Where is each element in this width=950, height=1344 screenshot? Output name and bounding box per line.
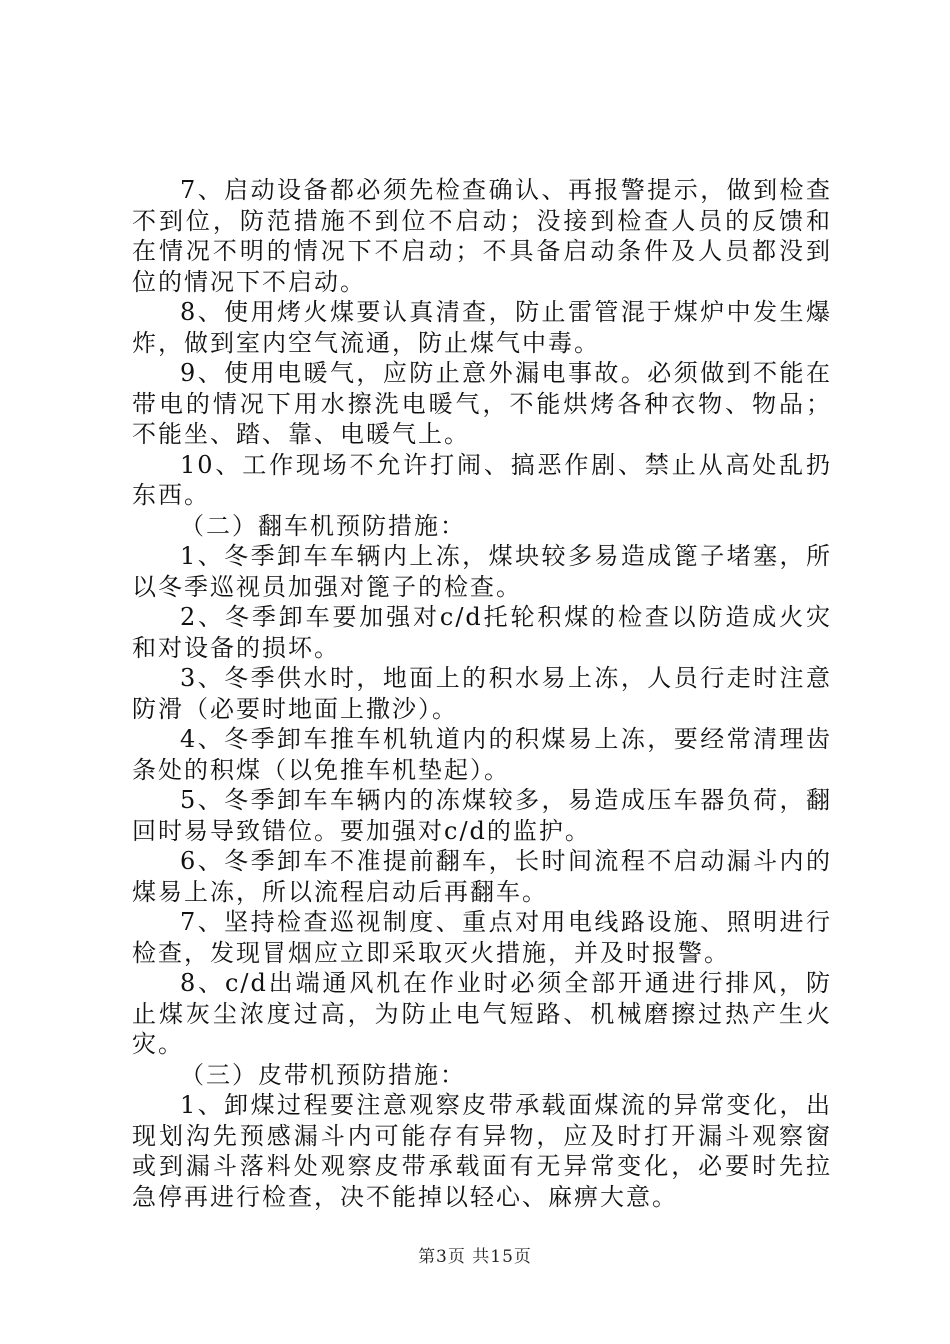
paragraph: 2、冬季卸车要加强对c/d托轮积煤的检查以防造成火灾和对设备的损坏。 xyxy=(132,603,832,662)
paragraph: 6、冬季卸车不准提前翻车，长时间流程不启动漏斗内的煤易上冻，所以流程启动后再翻车。 xyxy=(132,847,832,906)
section-heading: （三）皮带机预防措施： xyxy=(180,1060,466,1089)
paragraph: 10、工作现场不允许打闹、搞恶作剧、禁止从高处乱扔东西。 xyxy=(132,450,832,509)
paragraph: 8、使用烤火煤要认真清查，防止雷管混于煤炉中发生爆炸，做到室内空气流通，防止煤气中毒。 xyxy=(132,298,832,357)
paragraph: 3、冬季供水时，地面上的积水易上冻，人员行走时注意防滑（必要时地面上撒沙）。 xyxy=(132,664,832,723)
page-number-footer: 第3页 共15页 xyxy=(418,1247,532,1267)
paragraph: 9、使用电暖气，应防止意外漏电事故。必须做到不能在带电的情况下用水擦洗电暖气，不能烘烤各种衣物、物品；不能坐、踏、靠、电暖气上。 xyxy=(132,359,832,448)
paragraph: 4、冬季卸车推车机轨道内的积煤易上冻，要经常清理齿条处的积煤（以免推车机垫起）。 xyxy=(132,725,832,784)
paragraph: 1、冬季卸车车辆内上冻，煤块较多易造成篦子堵塞，所以冬季巡视员加强对篦子的检查。 xyxy=(132,542,832,601)
paragraph: 7、坚持检查巡视制度、重点对用电线路设施、照明进行检查，发现冒烟应立即采取灭火措施，并及时报警。 xyxy=(132,908,832,967)
paragraph: 5、冬季卸车车辆内的冻煤较多，易造成压车器负荷，翻回时易导致错位。要加强对c/d的监护。 xyxy=(132,786,832,845)
paragraph: 7、启动设备都必须先检查确认、再报警提示，做到检查不到位，防范措施不到位不启动；没接到检查人员的反馈和在情况不明的情况下不启动；不具备启动条件及人员都没到位的情况下不启动。 xyxy=(132,176,832,296)
paragraph: 1、卸煤过程要注意观察皮带承载面煤流的异常变化，出现划沟先预感漏斗内可能存有异物，应及时打开漏斗观察窗或到漏斗落料处观察皮带承载面有无异常变化，必要时先拉急停再进行检查，决不能掉以轻心、麻痹大意。 xyxy=(132,1091,832,1211)
section-heading: （二）翻车机预防措施： xyxy=(180,511,466,540)
paragraph: 8、c/d出端通风机在作业时必须全部开通进行排风，防止煤灰尘浓度过高，为防止电气短路、机械磨擦过热产生火灾。 xyxy=(132,969,832,1058)
document-body xyxy=(132,175,832,1212)
